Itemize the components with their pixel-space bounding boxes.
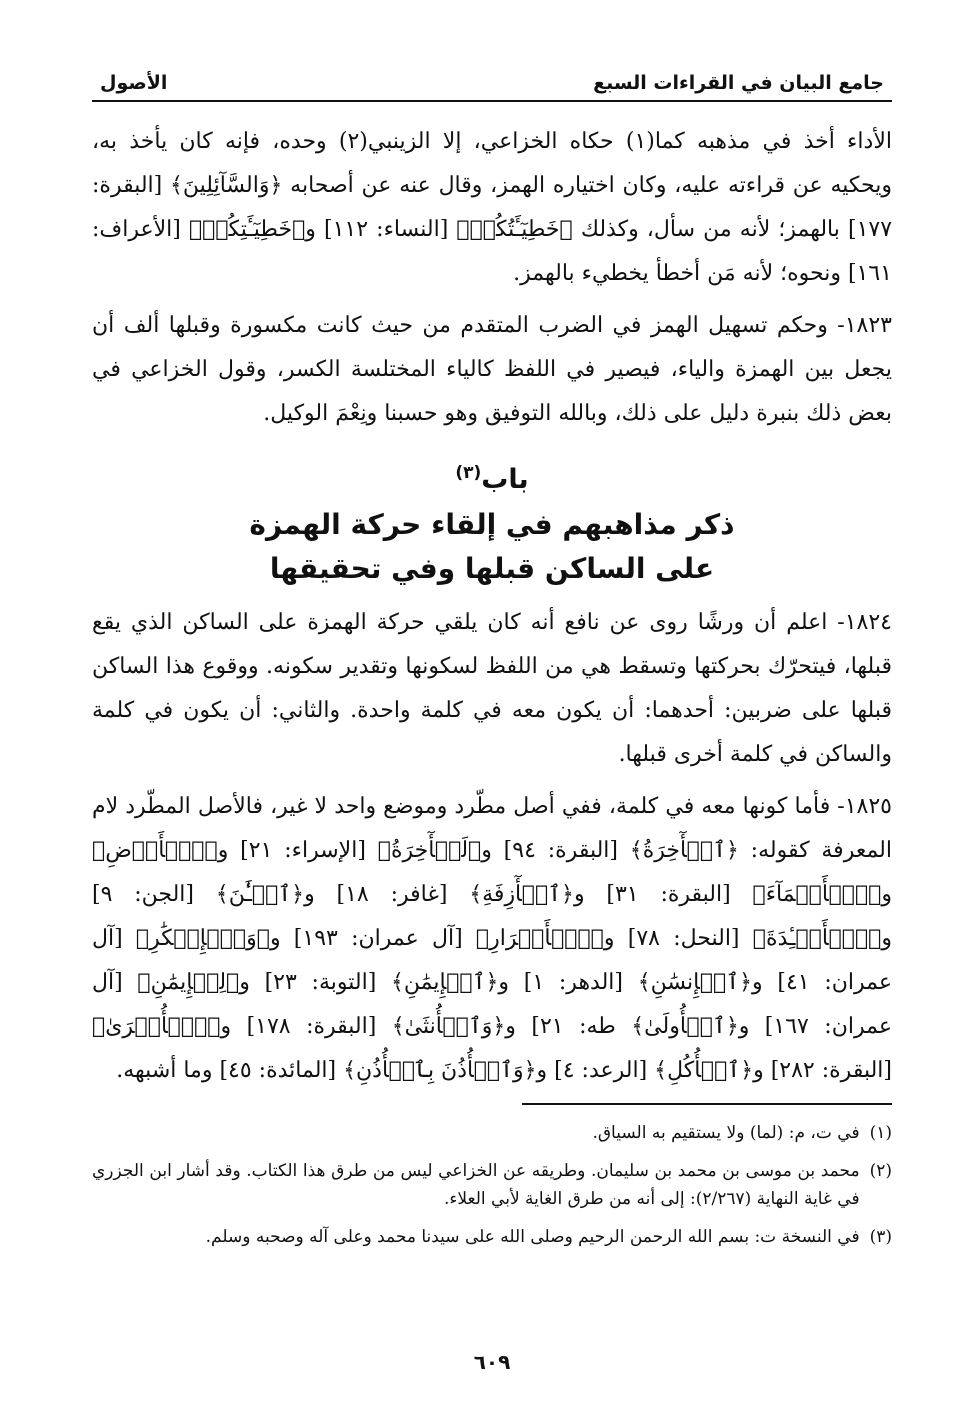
paragraph-1823: ١٨٢٣- وحكم تسهيل الهمز في الضرب المتقدم من حيث كانت مكسورة وقبلها ألف أن يجعل بين الهمزة والياء، فيصير في اللفظ كالياء المختلسة الكسر، وقول الخزاعي في بعض ذلك بنبرة دليل على ذلك، وبالله التوفيق وهو حسبنا ونِعْمَ الوكيل. xyxy=(92,313,892,426)
chapter-title-line-1: ذكر مذاهبهم في إلقاء حركة الهمزة xyxy=(249,508,735,541)
chapter-footnote-ref: (٣) xyxy=(455,463,482,483)
chapter-word: باب xyxy=(481,464,529,495)
chapter-label xyxy=(92,450,892,503)
running-header xyxy=(92,60,892,102)
paragraph-1821-cont: الأداء أخذ في مذهبه كما(١) حكاه الخزاعي، إلا الزينبي(٢) وحده، فإنه كان يأخذ به، ويحكيه عن قراءته عليه، وكان اختياره الهمز، وقال عنه عن أصحابه ﴿وَالسَّآئِلِينَ﴾ [البقرة: ١٧٧] بالهمز؛ لأنه من سأل، وكذلك ﴿خَطِيٓـَٔتُكُمۡ﴾ [النساء: ١١٢] و﴿خَطِيٓـَٔتِكُمۡ﴾ [الأعراف: ١٦١] ونحوه؛ لأنه مَن أخطأ يخطيء بالهمز. xyxy=(92,129,893,286)
paragraph-1825: ١٨٢٥- فأما كونها معه في كلمة، ففي أصل مطّرد وموضع واحد لا غير، فالأصل المطّرد لام المعرفة كقوله: ﴿ٱلۡأٓخِرَةُ﴾ [البقرة: ٩٤] و﴿لَلۡأٓخِرَةُ﴾ [الإسراء: ٢١] و﴿ٱلۡأَرۡضِ﴾ و﴿ٱلۡأَسۡمَآءَ﴾ [البقرة: ٣١] و﴿ٱلۡأٓزِفَةِ﴾ [غافر: ١٨] و﴿ٱلۡـَٰٔنَ﴾ [الجن: ٩] و﴿ٱلۡأَفۡـِٔدَةَ﴾ [النحل: ٧٨] و﴿ٱلۡأَبۡرَارِ﴾ [آل عمران: ١٩٣] و﴿وَٱلۡإِبۡكَٰرِ﴾ [آل عمران: ٤١] و﴿ٱلۡإِنسَٰنِ﴾ [الدهر: ١] و﴿ٱلۡإِيمَٰنِ﴾ [التوبة: ٢٣] و﴿لِلۡإِيمَٰنِ﴾ [آل عمران: ١٦٧] و﴿ٱلۡأُولَىٰ﴾ طه: ٢١] و﴿وَٱلۡأُنثَىٰ﴾ [البقرة: ١٧٨] و﴿ٱلۡأُخۡرَىٰ﴾ [البقرة: ٢٨٢] و﴿ٱلۡأُكُلِ﴾ [الرعد: ٤] و﴿وَٱلۡأُذُنَ بِٱلۡأُذُنِ﴾ [المائدة: ٤٥] وما أشبهه. xyxy=(92,794,893,1083)
chapter-title-line-2: على الساكن قبلها وفي تحقيقها xyxy=(269,552,715,585)
footnote-number: (٢) xyxy=(869,1161,892,1181)
body-text xyxy=(92,120,892,1093)
footnotes xyxy=(92,1119,892,1251)
footnote-text: في النسخة ت: بسم الله الرحمن الرحيم وصلى الله على سيدنا محمد وعلى آله وصحبه وسلم. xyxy=(205,1227,860,1247)
book-page xyxy=(92,60,892,1380)
footnote-item xyxy=(92,1157,892,1213)
book-title: جامع البيان في القراءات السبع xyxy=(593,72,884,94)
footnote-number: (١) xyxy=(869,1123,892,1143)
footnote-item xyxy=(92,1119,892,1147)
footnote-text: في ت، م: (لما) ولا يستقيم به السياق. xyxy=(592,1123,860,1143)
section-title: الأصول xyxy=(100,72,168,94)
chapter-heading xyxy=(92,450,892,591)
page-number: ٦٠٩ xyxy=(473,1350,511,1374)
footnote-divider xyxy=(522,1103,892,1105)
footnote-number: (٣) xyxy=(869,1227,892,1247)
footnote-text: محمد بن موسى بن محمد بن سليمان. وطريقه عن الخزاعي ليس من طرق هذا الكتاب. وقد أشار ابن الجزري في غاية النهاية (٢/٢٦٧): إلى أنه من طرق الغاية لأبي العلاء. xyxy=(92,1161,860,1209)
paragraph-1824: ١٨٢٤- اعلم أن ورشًا روى عن نافع أنه كان يلقي حركة الهمزة على الساكن الذي يقع قبلها، فيتحرّك بحركتها وتسقط هي من اللفظ لسكونها وتقدير سكونه. ووقوع هذا الساكن قبلها على ضربين: أحدهما: أن يكون معه في كلمة واحدة. والثاني: أن يكون في كلمة والساكن في كلمة أخرى قبلها. xyxy=(92,610,892,767)
footnote-item xyxy=(92,1223,892,1251)
